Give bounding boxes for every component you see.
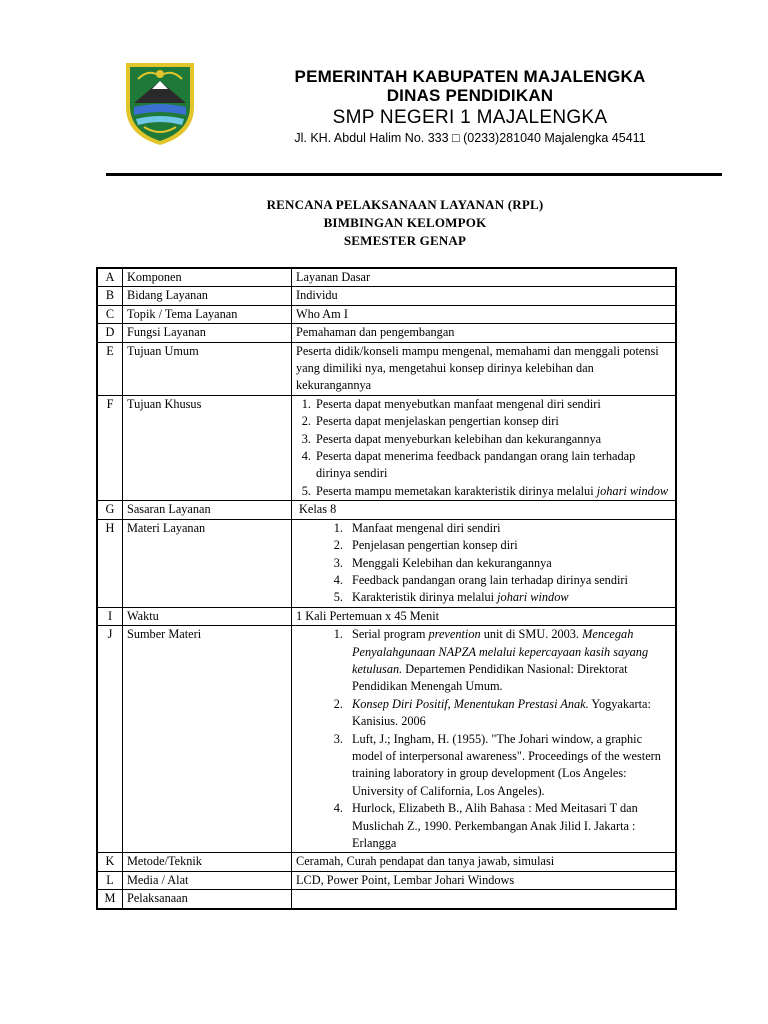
row-value: Peserta didik/konseli mampu mengenal, memahami dan menggali potensi yang dimiliki nya, mengetahui konsep dirinya kelebihan dan kekurangannya xyxy=(292,342,677,395)
table-row xyxy=(97,607,676,625)
row-code: L xyxy=(97,871,123,889)
row-value: Layanan Dasar xyxy=(292,268,677,287)
document-subtitle: BIMBINGAN KELOMPOK xyxy=(323,215,487,230)
table-row xyxy=(97,287,676,305)
row-value: Individu xyxy=(292,287,677,305)
list-item: 3. Menggali Kelebihan dan kekurangannya xyxy=(346,555,671,572)
document-semester: SEMESTER GENAP xyxy=(343,233,467,248)
source-italic: Konsep Diri Positif, Menentukan Prestasi Anak. xyxy=(352,696,589,711)
row-value xyxy=(292,519,677,607)
row-label: Sumber Materi xyxy=(123,626,292,853)
row-value: Who Am I xyxy=(292,305,677,323)
list-item-text: Peserta mampu memetakan karakteristik dirinya melalui xyxy=(316,483,594,498)
source-italic: Mencegah Penyalahgunaan NAPZA melalui kepercayaan kasih sayang ketulusan. xyxy=(352,627,649,676)
list-item xyxy=(346,696,671,731)
document-title: RENCANA PELAKSANAAN LAYANAN (RPL) xyxy=(266,197,544,212)
row-value xyxy=(292,395,677,500)
source-text: unit di SMU. 2003. xyxy=(483,627,580,642)
list-item: 2. Peserta dapat menjelaskan pengertian konsep diri xyxy=(314,413,671,430)
list-item xyxy=(346,589,671,606)
row-code: F xyxy=(97,395,123,500)
materials-list xyxy=(296,520,671,607)
row-value: Pemahaman dan pengembangan xyxy=(292,324,677,342)
row-label: Topik / Tema Layanan xyxy=(123,305,292,323)
table-row xyxy=(97,268,676,287)
list-item: 4. Feedback pandangan orang lain terhadap dirinya sendiri xyxy=(346,572,671,589)
list-item: 4. Hurlock, Elizabeth B., Alih Bahasa : Med Meitasari T dan Muslichah Z., 1990. Perkembangan Anak Jilid I. Jakarta : Erlangga xyxy=(346,800,671,852)
table-row xyxy=(97,626,676,853)
row-code: K xyxy=(97,853,123,871)
list-item: 4. Peserta dapat menerima feedback pandangan orang lain terhadap dirinya sendiri xyxy=(314,448,671,483)
list-item xyxy=(314,483,671,500)
list-item: 2. Penjelasan pengertian konsep diri xyxy=(346,537,671,554)
table-row xyxy=(97,853,676,871)
row-code: I xyxy=(97,607,123,625)
row-label: Materi Layanan xyxy=(123,519,292,607)
row-label: Komponen xyxy=(123,268,292,287)
row-label: Sasaran Layanan xyxy=(123,501,292,519)
row-value xyxy=(292,626,677,853)
table-row xyxy=(97,890,676,909)
list-item xyxy=(346,626,671,696)
row-code: G xyxy=(97,501,123,519)
list-item: 1. Peserta dapat menyebutkan manfaat mengenal diri sendiri xyxy=(314,396,671,413)
row-code: C xyxy=(97,305,123,323)
row-code: J xyxy=(97,626,123,853)
table-row xyxy=(97,342,676,395)
source-text: Yogyakarta: Kanisius. 2006 xyxy=(352,696,651,729)
table-row xyxy=(97,324,676,342)
row-code: H xyxy=(97,519,123,607)
row-code: D xyxy=(97,324,123,342)
row-label: Tujuan Khusus xyxy=(123,395,292,500)
government-name: PEMERINTAH KABUPATEN MAJALENGKA xyxy=(294,67,646,86)
list-item: 3. Peserta dapat menyeburkan kelebihan dan kekurangannya xyxy=(314,431,671,448)
row-value: Ceramah, Curah pendapat dan tanya jawab, simulasi xyxy=(292,853,677,871)
row-label: Tujuan Umum xyxy=(123,342,292,395)
row-value: LCD, Power Point, Lembar Johari Windows xyxy=(292,871,677,889)
rpl-table xyxy=(96,267,677,910)
list-item-italic: johari window xyxy=(596,483,669,498)
row-code: M xyxy=(97,890,123,909)
row-value xyxy=(292,890,677,909)
row-code: A xyxy=(97,268,123,287)
row-code: B xyxy=(97,287,123,305)
school-name: SMP NEGERI 1 MAJALENGKA xyxy=(332,107,608,128)
row-label: Bidang Layanan xyxy=(123,287,292,305)
list-item: 1. Manfaat mengenal diri sendiri xyxy=(346,520,671,537)
regency-crest-icon xyxy=(120,57,200,147)
sources-list xyxy=(296,626,671,852)
row-value: Kelas 8 xyxy=(292,501,677,519)
row-label: Metode/Teknik xyxy=(123,853,292,871)
table-row xyxy=(97,305,676,323)
objectives-list xyxy=(296,396,671,500)
department-name: DINAS PENDIDIKAN xyxy=(386,86,554,105)
letterhead-divider xyxy=(106,173,722,176)
row-label: Media / Alat xyxy=(123,871,292,889)
source-text: Serial program xyxy=(352,627,426,642)
row-label: Pelaksanaan xyxy=(123,890,292,909)
row-code: E xyxy=(97,342,123,395)
row-label: Fungsi Layanan xyxy=(123,324,292,342)
table-row xyxy=(97,871,676,889)
source-text: Departemen Pendidikan Nasional: Direktorat Pendidikan Menengah Umum. xyxy=(352,661,628,694)
source-italic: prevention xyxy=(428,627,481,642)
table-row xyxy=(97,519,676,607)
list-item-italic: johari window xyxy=(497,590,569,605)
table-row xyxy=(97,395,676,500)
list-item-text: Karakteristik dirinya melalui xyxy=(352,590,495,605)
row-value: 1 Kali Pertemuan x 45 Menit xyxy=(292,607,677,625)
row-label: Waktu xyxy=(123,607,292,625)
school-address: Jl. KH. Abdul Halim No. 333 □ (0233)281040 Majalengka 45411 xyxy=(294,131,646,145)
list-item: 3. Luft, J.; Ingham, H. (1955). "The Johari window, a graphic model of interpersonal awareness". Proceedings of the western training laboratory in group development (Los Angeles: University of California, Los Angeles). xyxy=(346,731,671,801)
table-row xyxy=(97,501,676,519)
